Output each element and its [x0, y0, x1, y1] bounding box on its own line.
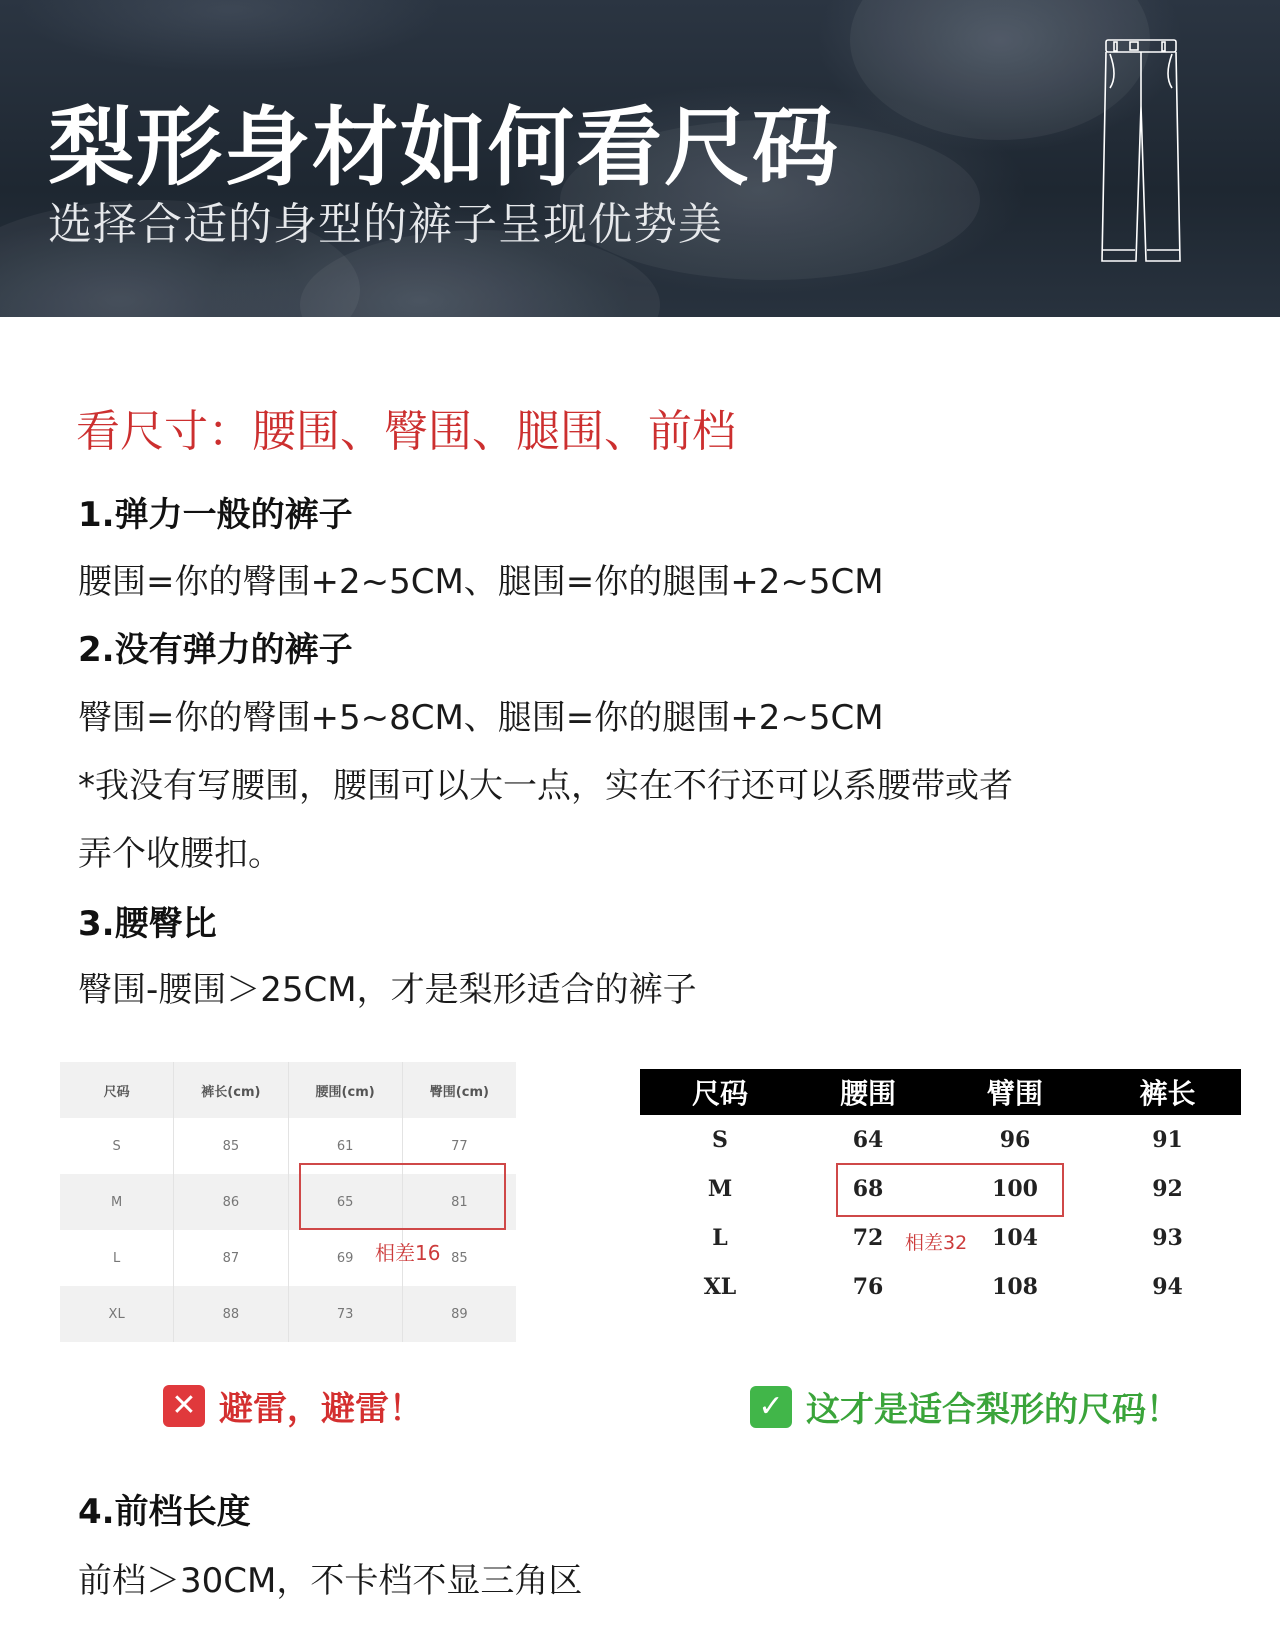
table-header-row	[60, 1062, 516, 1118]
page-subtitle: 选择合适的身型的裤子呈现优势美	[48, 199, 723, 250]
table-cell: L	[712, 1224, 728, 1251]
table-cell: 85	[451, 1250, 468, 1266]
verdict-bad	[163, 1381, 423, 1430]
table-cell: 91	[1152, 1126, 1183, 1153]
pants-icon	[1100, 36, 1182, 281]
table-cell: 81	[451, 1194, 468, 1210]
highlight-box	[836, 1163, 1064, 1217]
table-header-cell: 裤长	[1139, 1077, 1196, 1110]
section-text: 臀围=你的臀围+5~8CM、腿围=你的腿围+2~5CM	[78, 698, 884, 738]
table-cell: 64	[852, 1126, 884, 1153]
section-text: 弄个收腰扣。	[78, 834, 282, 874]
table-header-cell: 臂围	[986, 1077, 1043, 1110]
table-header-cell: 腰围	[839, 1077, 896, 1110]
header-banner	[0, 0, 1280, 317]
table-header-row	[640, 1069, 1241, 1115]
table-cell: 88	[174, 1286, 288, 1342]
size-table-good-example	[640, 1069, 1241, 1319]
verdict-good	[750, 1382, 1180, 1431]
table-cell: 68	[852, 1175, 884, 1202]
section-text: 前档＞30CM，不卡档不显三角区	[78, 1561, 583, 1601]
table-cell: 93	[1152, 1224, 1183, 1251]
difference-note: 相差32	[905, 1232, 968, 1254]
section-title: 3.腰臀比	[78, 904, 217, 944]
table-cell: S	[60, 1118, 174, 1174]
table-cell: 77	[451, 1138, 468, 1154]
highlight-box	[299, 1163, 506, 1230]
table-cell: 89	[451, 1306, 468, 1322]
table-cell: 73	[289, 1286, 403, 1342]
table-cell: M	[60, 1174, 174, 1230]
table-cell: 92	[1152, 1175, 1183, 1202]
table-cell: XL	[703, 1273, 737, 1300]
table-cell: S	[712, 1126, 728, 1153]
table-row	[640, 1262, 1241, 1311]
table-cell: XL	[60, 1286, 174, 1342]
table-cell: 100	[992, 1175, 1038, 1202]
section-title: 1.弹力一般的裤子	[78, 495, 353, 535]
table-header-cell: 臀围(cm)	[429, 1084, 489, 1100]
table-cell: 69	[289, 1230, 403, 1286]
table-cell: 85	[174, 1118, 288, 1174]
section-text: 腰围=你的臀围+2~5CM、腿围=你的腿围+2~5CM	[78, 562, 884, 602]
table-row	[60, 1286, 516, 1342]
size-measurement-heading: 看尺寸：腰围、臀围、腿围、前档	[76, 406, 736, 457]
table-cell: 76	[852, 1273, 884, 1300]
page-title: 梨形身材如何看尺码	[48, 98, 840, 198]
section-title: 2.没有弹力的裤子	[78, 630, 353, 670]
section-text: 臀围-腰围＞25CM，才是梨形适合的裤子	[78, 970, 697, 1010]
table-cell: L	[60, 1230, 174, 1286]
section-text: *我没有写腰围，腰围可以大一点，实在不行还可以系腰带或者	[78, 766, 1013, 806]
table-cell: M	[707, 1175, 733, 1202]
table-header-cell: 裤长(cm)	[174, 1062, 288, 1118]
size-table-bad-example	[60, 1062, 516, 1340]
table-cell: 61	[289, 1118, 403, 1174]
difference-note: 相差16	[375, 1241, 441, 1265]
table-cell: 72	[852, 1224, 884, 1251]
table-header-cell: 腰围(cm)	[289, 1062, 403, 1118]
table-row	[60, 1230, 516, 1286]
verdict-good-text: 这才是适合梨形的尺码！	[806, 1390, 1180, 1430]
table-cell: 65	[289, 1174, 403, 1230]
table-cell: 87	[174, 1230, 288, 1286]
table-cell: 86	[174, 1174, 288, 1230]
table-row	[640, 1115, 1241, 1164]
verdict-bad-text: 避雷，避雷！	[219, 1389, 423, 1429]
table-cell: 96	[999, 1126, 1031, 1153]
table-cell: 94	[1152, 1273, 1183, 1300]
cross-mark-icon: ✕	[163, 1385, 205, 1427]
table-cell: 104	[992, 1224, 1038, 1251]
table-cell: 108	[992, 1273, 1038, 1300]
section-title: 4.前档长度	[78, 1492, 251, 1532]
table-header-cell: 尺码	[691, 1077, 748, 1110]
table-header-cell: 尺码	[60, 1062, 174, 1118]
check-mark-icon: ✓	[750, 1386, 792, 1428]
